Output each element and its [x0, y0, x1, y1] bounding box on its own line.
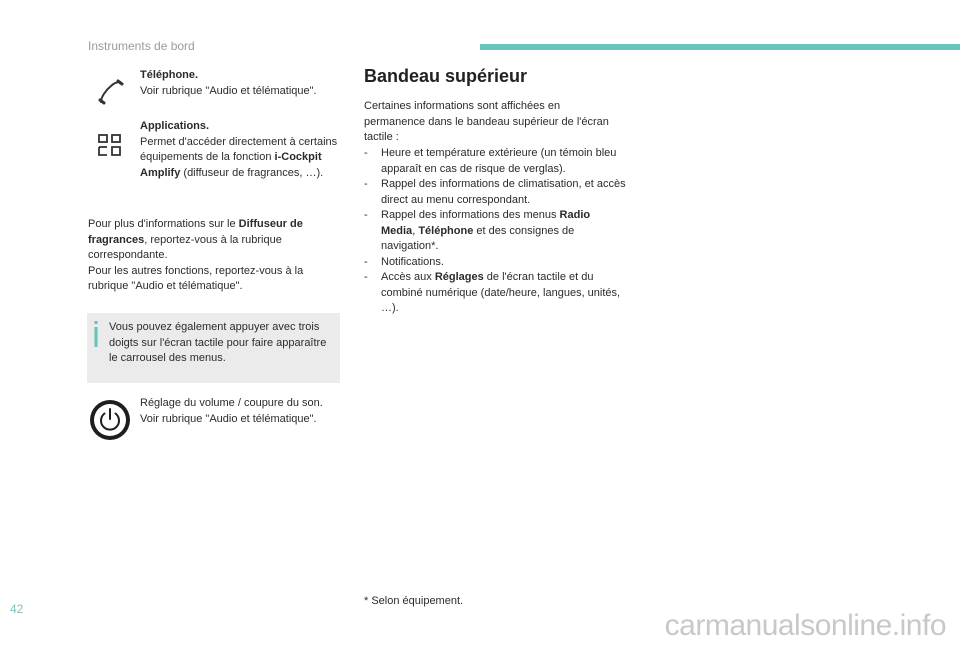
bullet-bold: Radio Media: [381, 209, 591, 237]
volume-line-2: Voir rubrique "Audio et télématique".: [140, 412, 317, 425]
section-title: Bandeau supérieur: [364, 66, 528, 86]
apps-title: Applications.: [140, 120, 210, 132]
header-accent-bar: [480, 44, 960, 50]
watermark: carmanualsonline.info: [664, 609, 946, 642]
apps-desc-bold: i-Cockpit Amplify: [140, 151, 322, 179]
phone-icon: [98, 79, 124, 105]
section-bullet-list: [364, 146, 626, 317]
bullet-bold: Réglages: [434, 271, 484, 283]
phone-item: [140, 68, 340, 99]
volume-item: [140, 396, 340, 427]
apps-desc-end: (diffuseur de fragrances, …).: [180, 166, 324, 179]
bullet-text: Notifications.: [381, 255, 444, 268]
bullet-text: Accès aux: [381, 271, 435, 283]
apps-item: [140, 119, 340, 181]
apps-grid-icon: [98, 134, 122, 156]
footnote: * Selon équipement.: [364, 595, 464, 607]
bullet-text: Rappel des informations des menus: [381, 209, 560, 221]
bullet-dash: -: [364, 147, 368, 159]
info-icon: [93, 321, 99, 347]
list-item: [364, 208, 626, 255]
note-text: Vous pouvez également appuyer avec trois doigts sur l'écran tactile pour faire apparaître le carrousel des menus.: [109, 321, 327, 364]
paragraph-1-bold: Diffuseur de fragrances: [88, 218, 303, 246]
phone-desc: Voir rubrique "Audio et télématique".: [140, 84, 317, 97]
apps-desc-text: Permet d'accéder directement à certains équipements de la fonction: [140, 135, 338, 163]
power-icon: [88, 398, 132, 442]
bullet-text: Heure et température extérieure (un témoin bleu apparaît en cas de risque de verglas).: [381, 147, 617, 175]
paragraph-1-text: Pour plus d'informations sur le: [88, 218, 239, 230]
bullet-text: ,: [412, 224, 419, 237]
bullet-dash: -: [364, 178, 368, 190]
phone-title: Téléphone.: [140, 69, 199, 81]
bullet-text: et des consignes de navigation*.: [381, 224, 575, 252]
page-number: 42: [10, 602, 24, 616]
bullet-dash: -: [364, 209, 368, 221]
paragraph-1: [88, 217, 338, 264]
note-box: [87, 313, 340, 383]
section-intro: Certaines informations sont affichées en permanence dans le bandeau supérieur de l'écran tactile :: [364, 100, 609, 143]
apps-desc: [140, 135, 340, 182]
bullet-dash: -: [364, 271, 368, 283]
bullet-bold: Téléphone: [418, 224, 474, 237]
section-header-title: Instruments de bord: [88, 39, 195, 53]
bullet-text: de l'écran tactile et du combiné numérique (date/heure, langues, unités, …).: [381, 271, 621, 314]
paragraph-1-end: , reportez-vous à la rubrique correspondante.: [88, 233, 282, 261]
list-item: [364, 146, 626, 177]
list-item: [364, 270, 626, 317]
bullet-text: Rappel des informations de climatisation, et accès direct au menu correspondant.: [381, 178, 626, 206]
info-paragraph: [88, 217, 338, 295]
volume-line-1: Réglage du volume / coupure du son.: [140, 397, 323, 409]
list-item: [364, 177, 626, 208]
bullet-dash: -: [364, 255, 368, 268]
paragraph-2: Pour les autres fonctions, reportez-vous à la rubrique "Audio et télématique".: [88, 264, 304, 292]
list-item: [364, 255, 626, 271]
